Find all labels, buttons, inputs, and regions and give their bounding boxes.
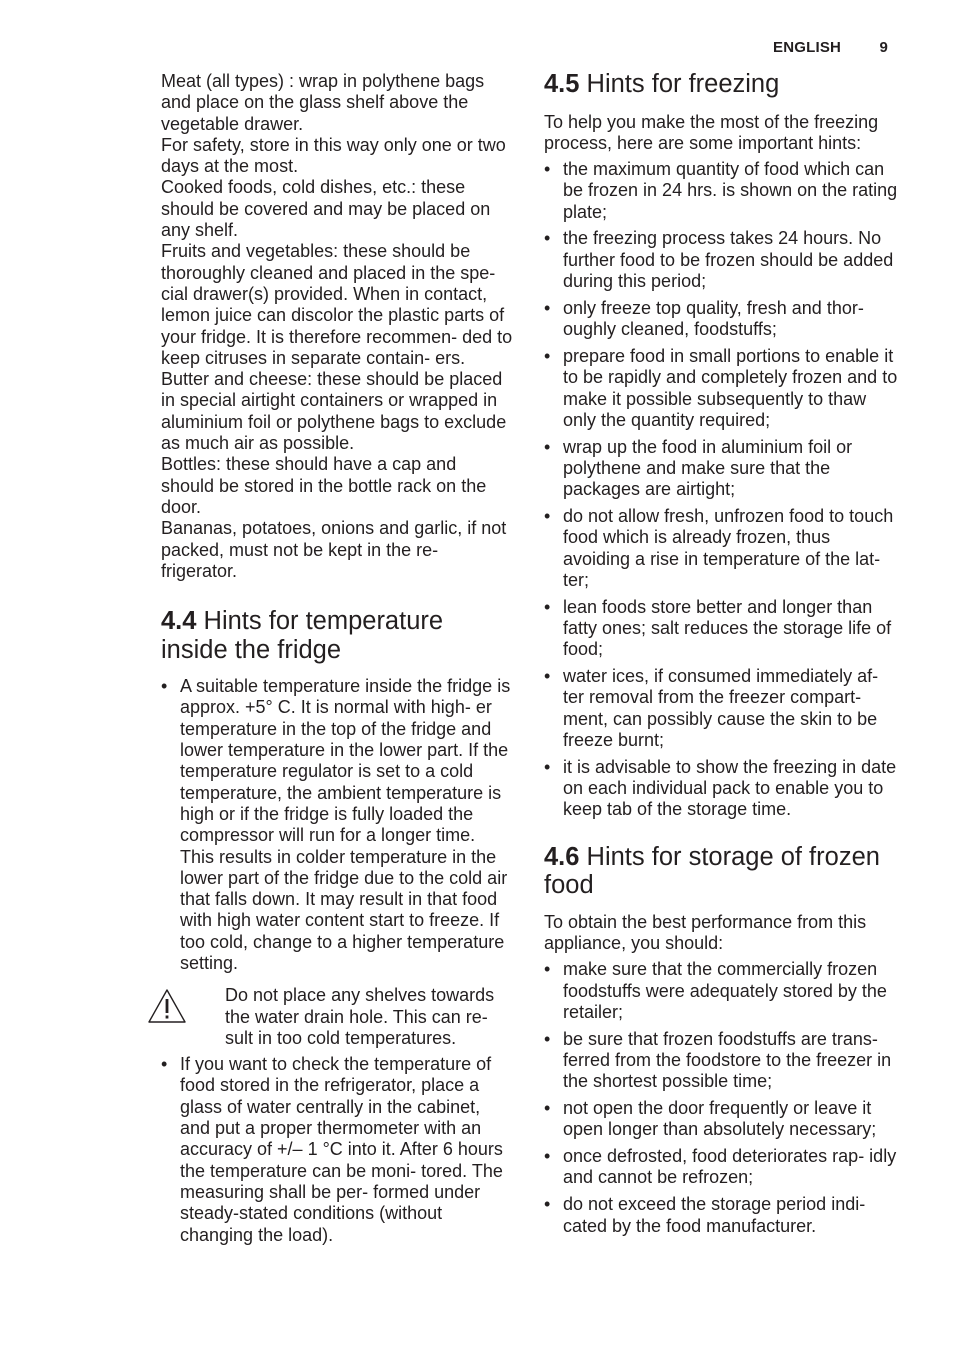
list-item-text: prepare food in small portions to enable it to be rapidly and completely frozen and to make it possible subsequently to thaw only the quantity required;	[563, 345, 898, 430]
list-item-text: be sure that frozen foodstuffs are trans- ferred from the foodstore to the freezer in the shortest possible time;	[563, 1028, 892, 1092]
bullet-icon: •	[544, 345, 551, 366]
list-item-text: lean foods store better and longer than fatty ones; salt reduces the storage life of food;	[563, 596, 892, 660]
warning-note	[161, 985, 513, 1049]
list-item	[544, 597, 900, 661]
list-item-text: If you want to check the temperature of food stored in the refrigerator, place a glass of water centrally in the cabinet, and put a proper thermometer with an accuracy of +/– 1 °C into it. After 6 hours the temperature can be moni- tored. The measuring shall be per- formed under steady-stated conditions (without changing the load).	[180, 1054, 503, 1245]
bullet-icon: •	[544, 1028, 551, 1049]
section-number: 4.5	[544, 70, 580, 98]
section-4-6-intro: To obtain the best performance from this appliance, you should:	[544, 911, 867, 953]
list-item-text: do not exceed the storage period indi- cated by the food manufacturer.	[563, 1194, 866, 1236]
bullet-icon: •	[544, 756, 551, 777]
bullet-icon: •	[161, 676, 168, 697]
list-item	[544, 228, 900, 292]
section-4-5-intro: To help you make the most of the freezing process, here are some important hints:	[544, 111, 879, 153]
section-4-5-list	[544, 159, 900, 821]
list-item	[544, 437, 900, 501]
bullet-icon: •	[544, 596, 551, 617]
section-title: Hints for storage of frozen food	[544, 842, 880, 900]
bullet-icon: •	[544, 506, 551, 527]
page-number: 9	[879, 39, 888, 56]
warning-text: Do not place any shelves towards the water drain hole. This can re- sult in too cold temperatures.	[225, 985, 495, 1048]
paragraph-bananas: Bananas, potatoes, onions and garlic, if not packed, must not be kept in the re- frigerator.	[161, 518, 507, 581]
paragraph-cooked-foods: Cooked foods, cold dishes, etc.: these should be covered and may be placed on any shelf.	[161, 177, 491, 241]
bullet-icon: •	[544, 959, 551, 980]
bullet-icon: •	[544, 1194, 551, 1215]
list-item	[544, 298, 900, 341]
section-4-6-heading	[544, 843, 900, 900]
bullet-icon: •	[544, 297, 551, 318]
list-item-text: once defrosted, food deteriorates rap- idly and cannot be refrozen;	[563, 1146, 897, 1188]
bullet-icon: •	[544, 1098, 551, 1119]
list-item	[544, 757, 900, 821]
storage-intro	[161, 71, 513, 582]
bullet-icon: •	[544, 228, 551, 249]
list-item-text: the freezing process takes 24 hours. No further food to be frozen should be added during this period;	[563, 228, 894, 292]
paragraph-fruits-vegetables: Fruits and vegetables: these should be thoroughly cleaned and placed in the spe- cial drawer(s) provided. When in contact, lemon juice can discolor the plastic parts of your fridge. It is therefore recommen- ded to keep citruses in separate contain- ers.	[161, 241, 513, 368]
paragraph-butter-cheese: Butter and cheese: these should be placed in special airtight containers or wrapped in aluminium foil or polythene bags to exclude as much air as possible.	[161, 369, 507, 454]
section-number: 4.6	[544, 842, 580, 871]
bullet-icon: •	[544, 1146, 551, 1167]
list-item	[544, 959, 900, 1023]
paragraph-meat: Meat (all types) : wrap in polythene bags and place on the glass shelf above the vegetable drawer.	[161, 71, 485, 134]
list-item-text: wrap up the food in aluminium foil or polythene and make sure that the packages are airtight;	[563, 436, 853, 500]
section-title: Hints for freezing	[586, 70, 780, 98]
header-language: ENGLISH	[773, 39, 842, 56]
section-title: Hints for temperature inside the fridge	[161, 607, 444, 664]
right-column	[544, 70, 900, 1242]
paragraph-bottles: Bottles: these should have a cap and should be stored in the bottle rack on the door.	[161, 454, 487, 517]
section-4-4-list	[161, 676, 513, 974]
section-number: 4.4	[161, 607, 197, 636]
section-4-4-heading	[161, 607, 513, 664]
list-item	[544, 666, 900, 751]
bullet-icon: •	[161, 1054, 168, 1075]
list-item	[161, 1054, 513, 1246]
list-item	[161, 676, 513, 974]
list-item	[544, 1146, 900, 1189]
list-item	[544, 159, 900, 223]
list-item-text: A suitable temperature inside the fridge is approx. +5° C. It is normal with high- er temperature in the top of the fridge and lower temperature in the lower part. If the temperature regulator is set to a cold temperature, the ambient temperature is high or if the fridge is fully loaded the compressor will run for a longer time. This results in colder temperature in the lower part of the fridge due to the cold air that falls down. It may result in that food with high water content start to freeze. If too cold, change to a higher temperature setting.	[180, 676, 511, 973]
section-4-6-list	[544, 959, 900, 1237]
section-4-4-list-continued	[161, 1054, 513, 1246]
list-item-text: water ices, if consumed immediately af- ter removal from the freezer compart- ment, can possibly cause the skin to be freeze burnt;	[563, 666, 879, 751]
list-item-text: do not allow fresh, unfrozen food to touch food which is already frozen, thus avoiding a rise in temperature of the lat- ter;	[563, 506, 894, 590]
list-item-text: not open the door frequently or leave it open longer than absolutely necessary;	[563, 1098, 877, 1140]
bullet-icon: •	[544, 666, 551, 687]
list-item	[544, 1194, 900, 1237]
list-item-text: only freeze top quality, fresh and thor- oughly cleaned, foodstuffs;	[563, 297, 864, 340]
list-item-text: make sure that the commercially frozen foodstuffs were adequately stored by the retailer;	[563, 959, 887, 1022]
bullet-icon: •	[544, 436, 551, 457]
section-4-5-heading	[544, 70, 900, 99]
list-item-text: it is advisable to show the freezing in date on each individual pack to enable you to keep tab of the storage time.	[563, 756, 897, 820]
list-item-text: the maximum quantity of food which can be frozen in 24 hrs. is shown on the rating plate;	[563, 159, 898, 222]
list-item	[544, 506, 900, 591]
paragraph-safety: For safety, store in this way only one or two days at the most.	[161, 134, 506, 177]
bullet-icon: •	[544, 159, 551, 180]
page-header	[773, 39, 888, 56]
list-item	[544, 1029, 900, 1093]
list-item	[544, 346, 900, 431]
warning-triangle-icon	[147, 988, 187, 1024]
list-item	[544, 1098, 900, 1141]
left-column	[161, 71, 513, 1251]
